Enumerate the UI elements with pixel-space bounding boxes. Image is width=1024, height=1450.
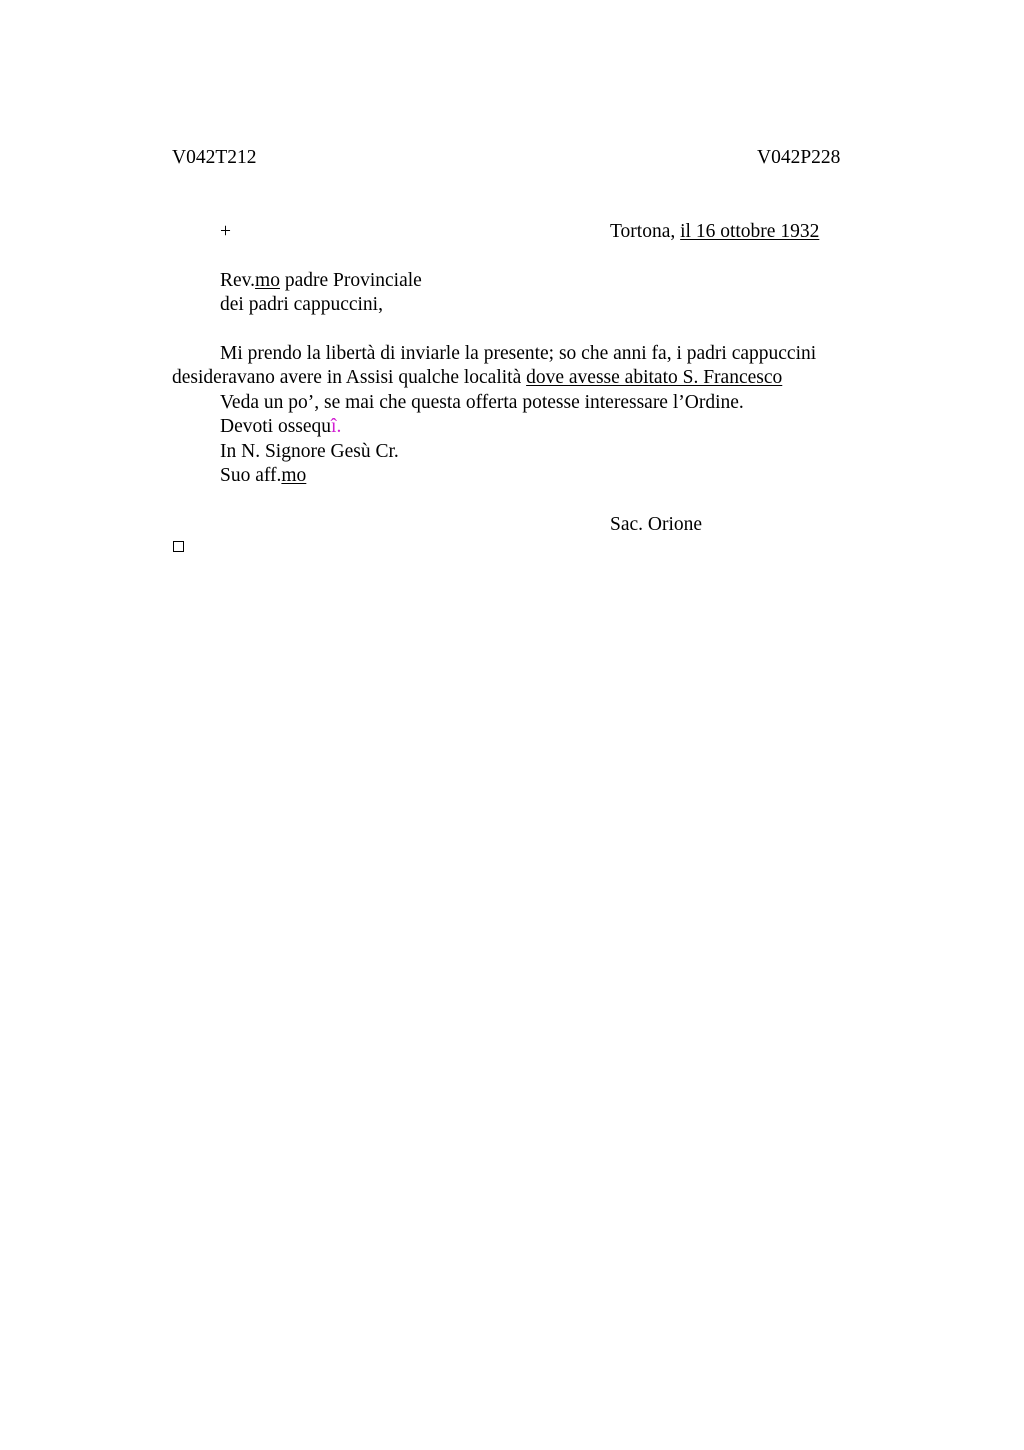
body-line-1: Mi prendo la libertà di inviarle la presente; so che anni fa, i padri cappuccini	[220, 343, 817, 364]
addressee-title-suffix: padre Provinciale	[279, 270, 422, 291]
document-code-right: V042P228	[757, 147, 841, 168]
body-line-4-text: Devoti ossequ	[220, 416, 332, 437]
addressee-line-1	[220, 269, 422, 293]
place-and-date	[610, 220, 819, 244]
closing-text: Suo aff.	[220, 465, 282, 486]
body-line-6	[220, 464, 306, 488]
addressee-title-prefix: Rev.	[220, 270, 256, 291]
place: Tortona,	[610, 221, 681, 242]
body-line-4	[220, 415, 341, 439]
addressee-line-2: dei padri cappuccini,	[220, 294, 383, 315]
signature: Sac. Orione	[610, 514, 703, 535]
document-code-left: V042T212	[172, 147, 257, 168]
body-line-2	[172, 366, 782, 390]
body-line-3: Veda un po’, se mai che questa offerta potesse interessare l’Ordine.	[220, 392, 744, 413]
body-line-5: In N. Signore Gesù Cr.	[220, 441, 399, 462]
body-line-2-underlined: dove avesse abitato S. Francesco	[526, 367, 783, 388]
addressee-title-abbr: mo	[255, 270, 280, 291]
date: il 16 ottobre 1932	[680, 221, 820, 242]
cross-mark: +	[220, 221, 231, 242]
body-line-2-text: desideravano avere in Assisi qualche località	[172, 367, 527, 388]
closing-abbr: mo	[281, 465, 307, 486]
editorial-mark: î.	[331, 416, 342, 437]
end-of-document-box-icon	[173, 541, 184, 552]
